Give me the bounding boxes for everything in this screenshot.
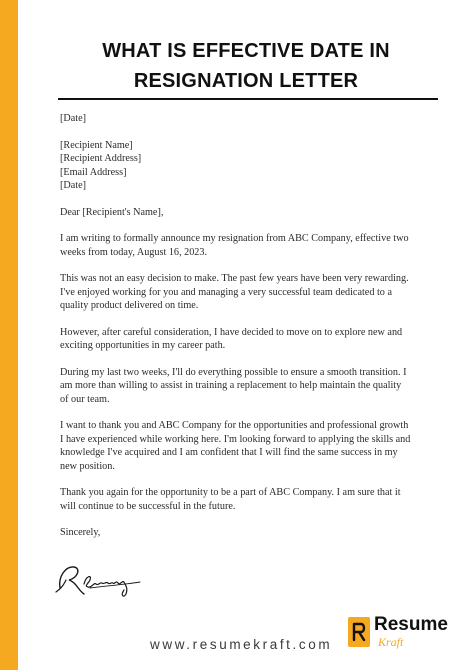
logo-resume-text: Resume — [374, 614, 448, 635]
page-title — [18, 36, 474, 96]
recipient-email: [Email Address] — [60, 166, 127, 178]
closing: Sincerely, — [60, 527, 101, 538]
recipient-name: [Recipient Name] — [60, 139, 133, 151]
recipient-date: [Date] — [60, 180, 87, 191]
title-line-2: RESIGNATION LETTER — [133, 70, 359, 92]
title-divider — [58, 98, 438, 100]
salutation: Dear [Recipient's Name], — [60, 206, 164, 218]
paragraph-1: I am writing to formally announce my resignation from ABC Company, effective two weeks from today, August 16, 2023. — [60, 233, 409, 258]
paragraph-5: I want to thank you and ABC Company for the opportunities and professional growth I have experienced while working here. I'm looking forward to applying the skills and knowledge I've acquired and I am confident that I will find the same success in my new position. — [60, 420, 411, 472]
title-line-1: WHAT IS EFFECTIVE DATE IN — [102, 40, 390, 62]
paragraph-3: However, after careful consideration, I have decided to move on to explore new and exciting opportunities in my career path. — [60, 326, 403, 351]
letter-date: [Date] — [60, 113, 87, 124]
resumekraft-logo-icon — [348, 617, 370, 647]
paragraph-2: This was not an easy decision to make. The past few years have been very rewarding. I've enjoyed working for you and managing a very successful team dedicated to a quality product delivered on time. — [60, 273, 409, 311]
paragraph-4: During my last two weeks, I'll do everything possible to ensure a smooth transition. I am more than willing to assist in training a replacement to help maintain the quality of our team. — [60, 366, 407, 405]
footer-url: www.resumekraft.com — [150, 637, 333, 652]
paragraph-6: Thank you again for the opportunity to be a part of ABC Company. I am sure that it will continue to be successful in the future. — [60, 487, 401, 512]
recipient-address: [Recipient Address] — [60, 153, 142, 164]
letter-body — [60, 112, 440, 540]
accent-side-bar — [0, 0, 18, 670]
logo-kraft-text: Kraft — [378, 635, 404, 649]
signature-image — [54, 558, 150, 600]
